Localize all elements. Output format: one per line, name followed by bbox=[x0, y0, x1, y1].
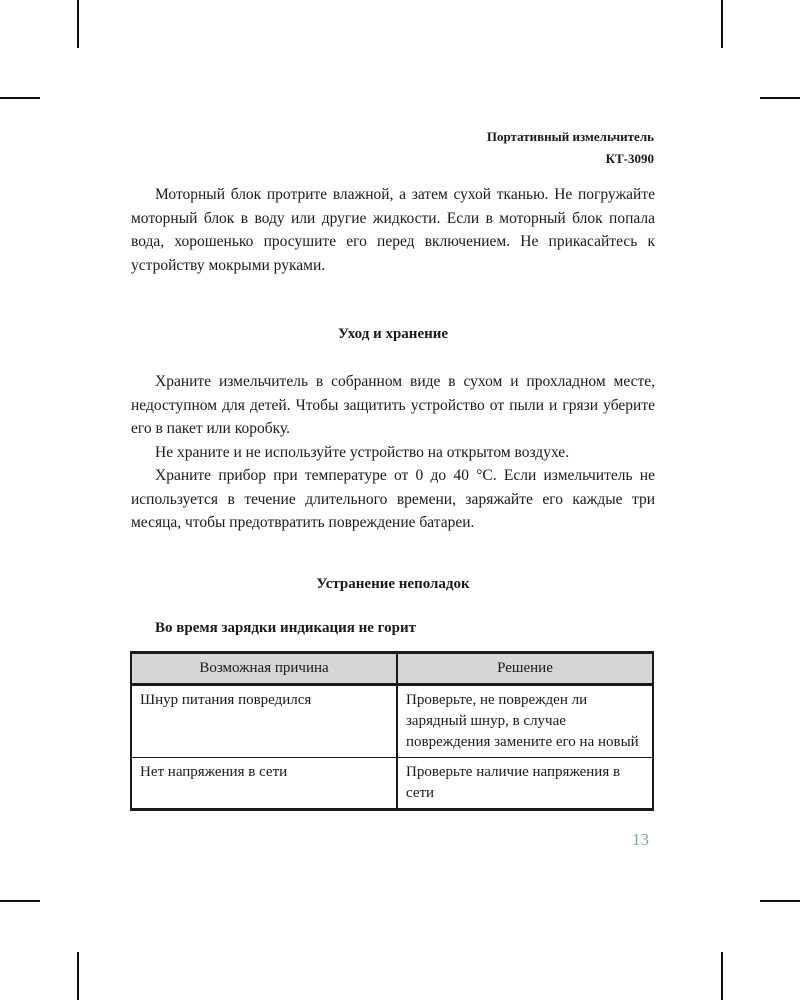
intro-paragraph-block bbox=[131, 183, 655, 277]
crop-mark-right-top bbox=[760, 97, 800, 99]
troubleshooting-heading: Устранение неполадок bbox=[316, 576, 470, 592]
crop-mark-bottom-right bbox=[721, 952, 723, 1000]
table-cell-solution: Проверьте наличие напряжения в сети bbox=[397, 758, 653, 810]
table-cell-solution: Проверьте, не поврежден ли зарядный шнур, в случае повреждения замените его на новый bbox=[397, 685, 653, 758]
table-row bbox=[131, 758, 653, 810]
troubleshooting-subheading: Во время зарядки индикация не горит bbox=[155, 620, 416, 636]
care-paragraphs bbox=[131, 370, 655, 535]
care-paragraph: Храните измельчитель в собранном виде в сухом и прохладном месте, недоступном для детей. Чтобы защитить устройство от пыли и грязи уберите его в пакет или коробку. bbox=[131, 373, 655, 437]
care-paragraph: Не храните и не используйте устройство на открытом воздухе. bbox=[155, 443, 570, 461]
crop-mark-top-left bbox=[77, 0, 79, 48]
table-header-cause: Возможная причина bbox=[131, 653, 397, 685]
crop-mark-top-right bbox=[721, 0, 723, 48]
running-header bbox=[487, 126, 654, 170]
troubleshooting-table bbox=[130, 651, 654, 811]
intro-paragraph: Моторный блок протрите влажной, а затем сухой тканью. Не погружайте моторный блок в воду или другие жидкости. Если в моторный блок попала вода, хорошенько просушите его перед включением. Не прикасайтесь к устройству мокрыми руками. bbox=[131, 186, 655, 274]
header-model: КТ-3090 bbox=[605, 151, 654, 166]
crop-mark-left-top bbox=[0, 97, 40, 99]
header-product-name: Портативный измельчитель bbox=[486, 129, 654, 144]
table-header-solution: Решение bbox=[397, 653, 653, 685]
care-paragraph: Храните прибор при температуре от 0 до 40 °С. Если измельчитель не используется в течение длительного времени, заряжайте его каждые три месяца, чтобы предотвратить повреждение батареи. bbox=[131, 467, 655, 531]
care-heading: Уход и хранение bbox=[337, 326, 449, 342]
page-number: 13 bbox=[632, 830, 649, 849]
table-cell-cause: Шнур питания повредился bbox=[131, 685, 397, 758]
crop-mark-bottom-left bbox=[77, 952, 79, 1000]
table-row bbox=[131, 685, 653, 758]
table-header-row bbox=[131, 653, 653, 685]
crop-mark-left-bottom bbox=[0, 900, 40, 902]
crop-mark-right-bottom bbox=[760, 900, 800, 902]
table-cell-cause: Нет напряжения в сети bbox=[131, 758, 397, 810]
